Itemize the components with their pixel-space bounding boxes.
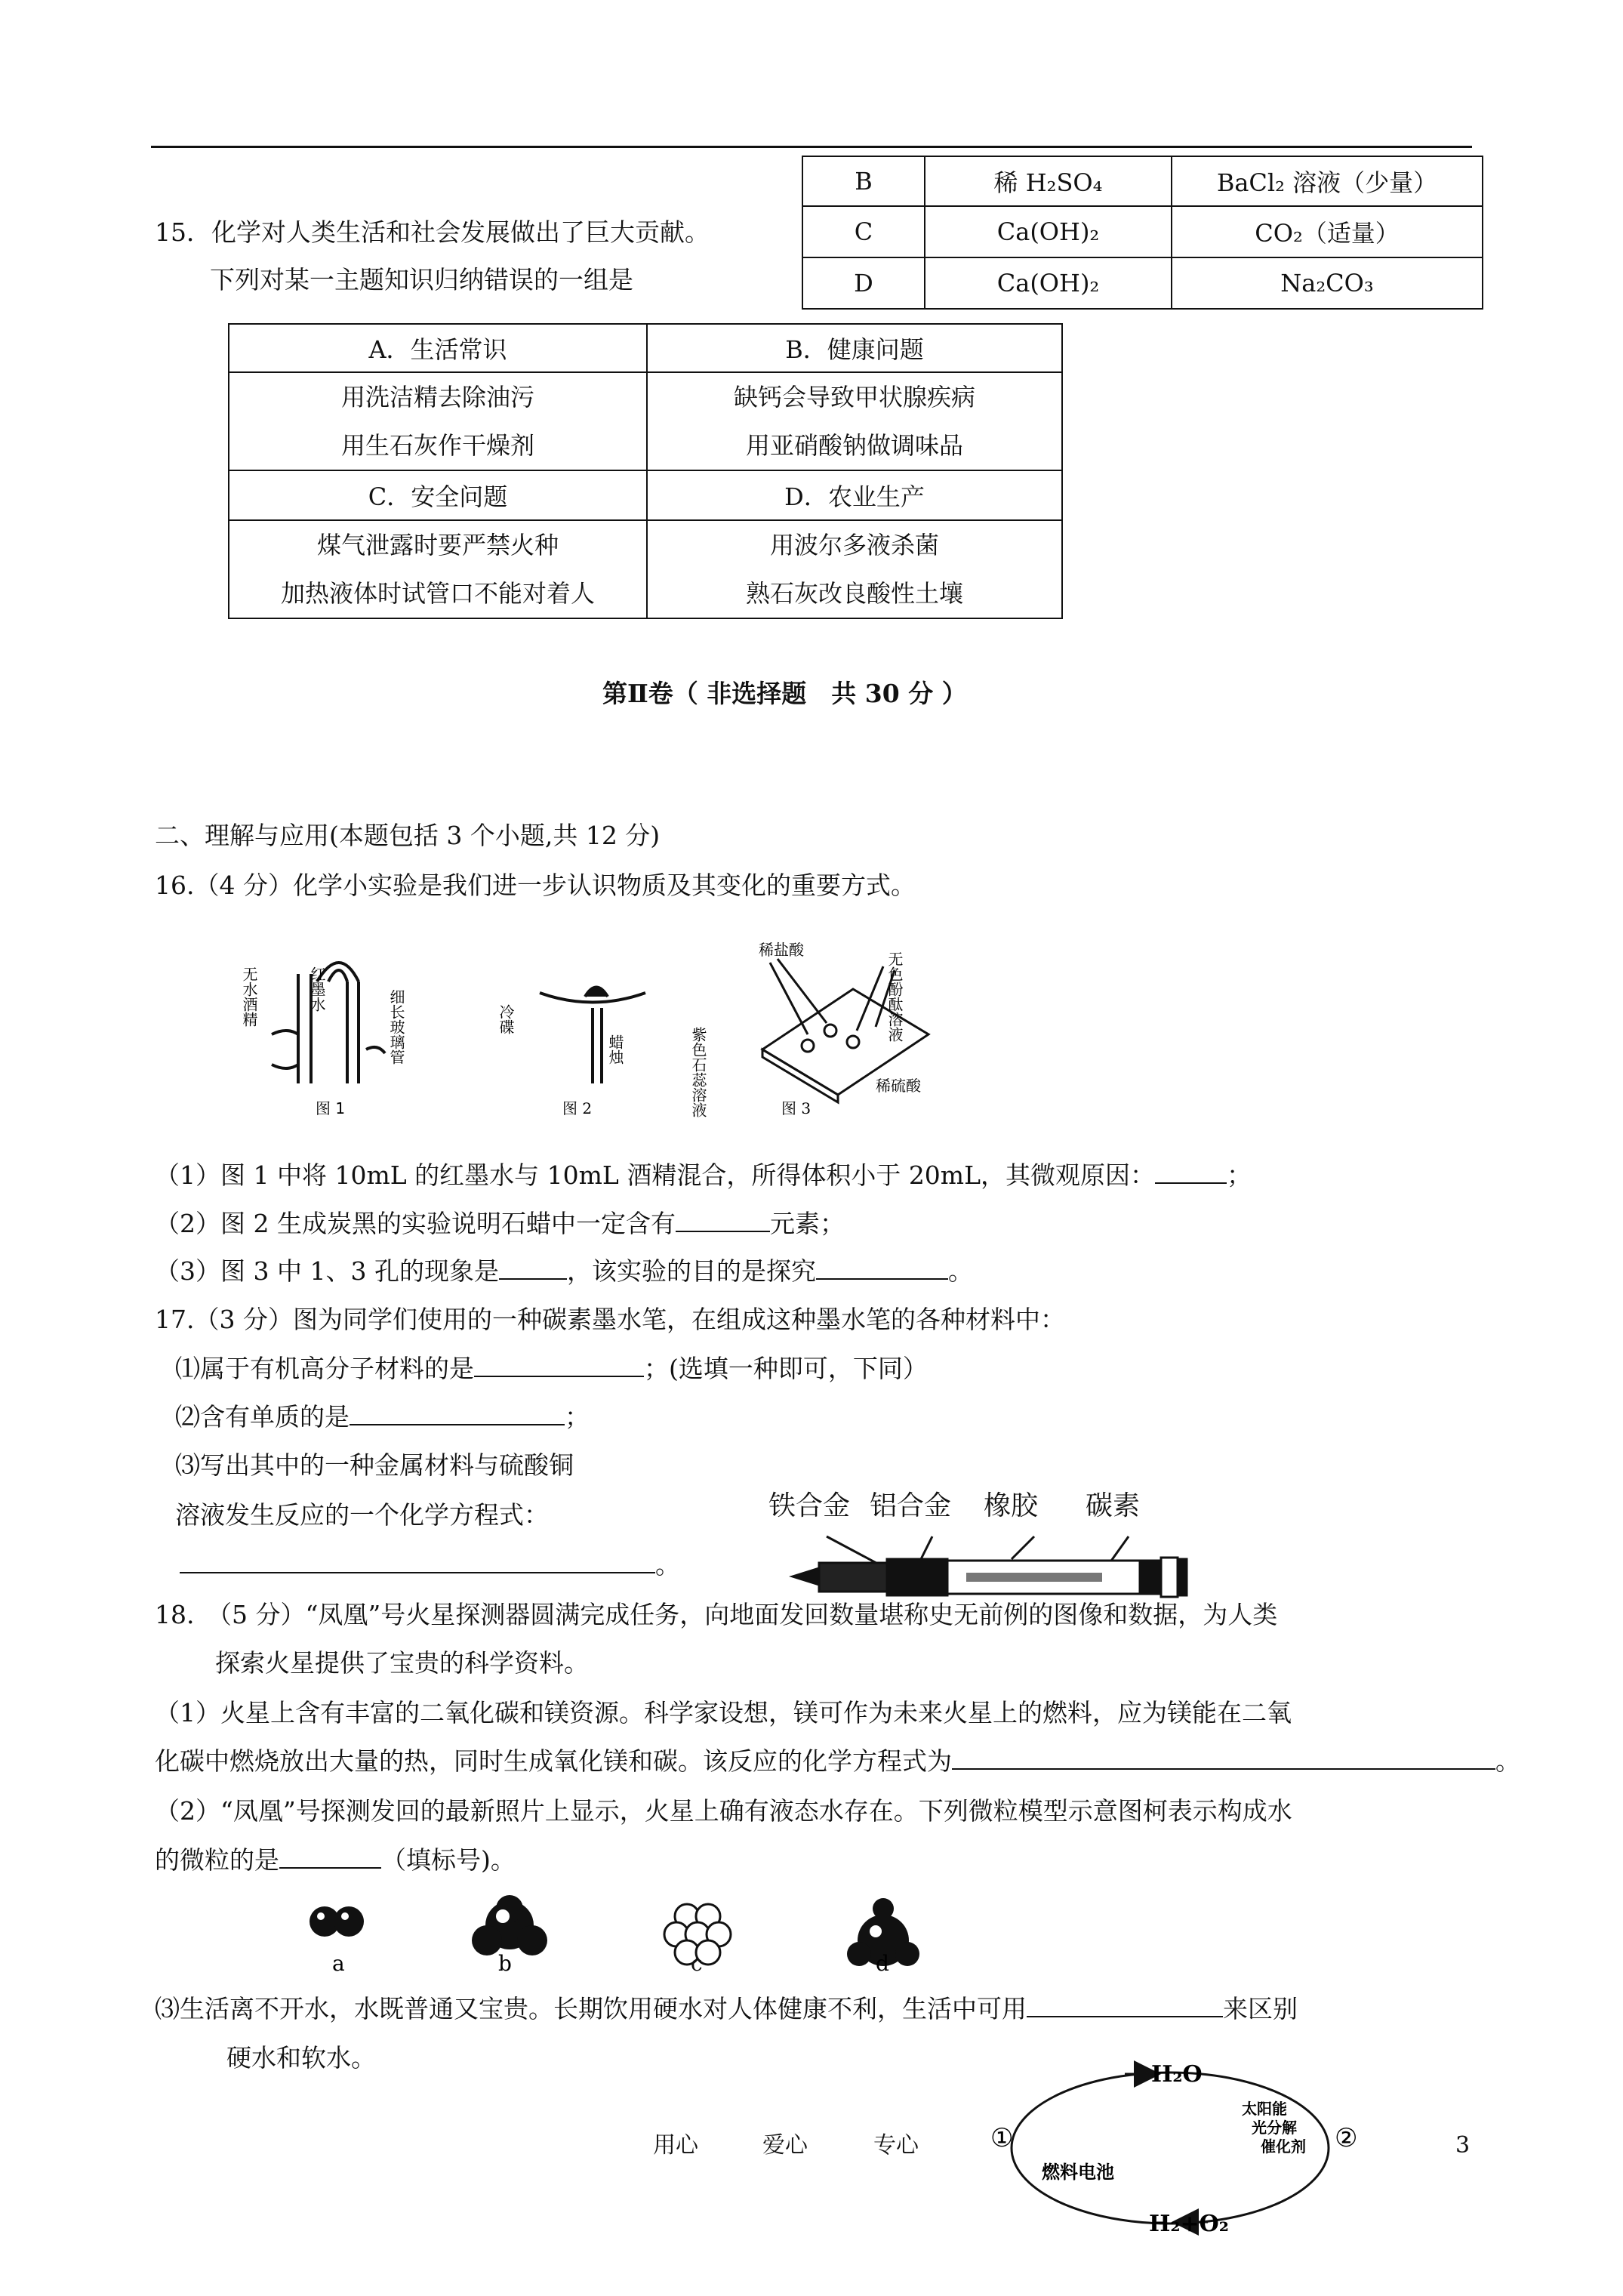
molecule-label-b: b — [498, 1951, 512, 1976]
fig1-label-2: 红墨水 — [308, 966, 326, 1012]
fig3-label-4: 稀硫酸 — [876, 1077, 921, 1095]
q15-table — [228, 323, 1063, 619]
q18-s1b-line — [155, 1746, 1520, 1778]
q15-d2: 熟石灰改良酸性土壤 — [745, 579, 963, 608]
molecule-label-c: c — [691, 1951, 703, 1976]
q17-s2-text: ⑵含有单质的是 — [175, 1402, 350, 1432]
q16-figure-1 — [226, 936, 445, 1117]
q16-s2-text: （2）图 2 生成炭黑的实验说明石蜡中一定含有 — [155, 1209, 676, 1238]
pen-label-carbon: 碳素 — [1086, 1490, 1141, 1521]
q16-s1-blank — [1155, 1160, 1227, 1184]
footer-word-1: 用心 — [653, 2132, 698, 2159]
q17-s3-blank — [180, 1549, 655, 1573]
q15-a1: 用洗洁精去除油污 — [340, 383, 534, 411]
q17-s1 — [175, 1353, 928, 1385]
q15-d-body — [647, 520, 1062, 618]
reagent-cell: 稀 H₂SO₄ — [925, 156, 1172, 206]
reagent-cell: Ca(OH)₂ — [925, 206, 1172, 257]
q16-s3-text-b: ，该实验的目的是探究 — [566, 1256, 816, 1286]
reagent-cell: CO₂（适量） — [1172, 206, 1483, 257]
cycle-right-label-3: 催化剂 — [1261, 2137, 1306, 2156]
molecule-label-d: d — [876, 1951, 889, 1976]
q16-figure-3 — [689, 936, 944, 1117]
q16-s3 — [155, 1256, 973, 1288]
q16-s2-blank — [676, 1208, 770, 1232]
q16-s2-end: 元素； — [769, 1209, 845, 1238]
fig2-caption: 图 2 — [562, 1099, 593, 1117]
cycle-right-number: ② — [1335, 2123, 1358, 2153]
q17-s3-end: 。 — [655, 1550, 680, 1579]
fig1-label-1: 无水酒精 — [240, 966, 258, 1027]
q17-s2-end: ； — [565, 1402, 590, 1432]
q16-s1-text: （1）图 1 中将 10mL 的红墨水与 10mL 酒精混合，所得体积小于 20mL，其微观原因： — [155, 1160, 1156, 1190]
q16-s2 — [155, 1208, 845, 1240]
q15-a2: 用生石灰作干燥剂 — [340, 431, 534, 460]
fig3-label-2: 无色酚酞溶液 — [885, 951, 904, 1042]
fig3-label-1: 稀盐酸 — [759, 941, 804, 959]
q15-a-body — [229, 372, 647, 470]
q17-intro: 17.（3 分）图为同学们使用的一种碳素墨水笔，在组成这种墨水笔的各种材料中： — [155, 1305, 1065, 1334]
q15-b-body — [647, 372, 1062, 470]
pen-label-rubber: 橡胶 — [984, 1490, 1039, 1521]
q17-s3-line — [180, 1549, 680, 1582]
q18-line1: 18. （5 分）“凤凰”号火星探测器圆满完成任务，向地面发回数量堪称史无前例的图像和数据，为人类 — [155, 1600, 1278, 1629]
molecule-a — [310, 1906, 364, 1976]
fig3-caption: 图 3 — [781, 1099, 812, 1117]
q18-s3-blank — [1027, 1993, 1223, 2017]
q16-s3-blank-2 — [816, 1256, 948, 1280]
reagent-cell: BaCl₂ 溶液（少量） — [1172, 156, 1483, 206]
molecule-c — [664, 1904, 731, 1976]
fig2-label-2: 蜡烛 — [606, 1034, 624, 1065]
q17-s1-text: ⑴属于有机高分子材料的是 — [175, 1354, 474, 1383]
q15-line1: 15．化学对人类生活和社会发展做出了巨大贡献。 — [155, 217, 710, 247]
q18-s3-line — [155, 1993, 1298, 2026]
q18-s2-end: （填标号)。 — [381, 1845, 516, 1875]
footer-word-2: 爱心 — [762, 2132, 808, 2159]
part2-heading: 二、理解与应用(本题包括 3 个小题,共 12 分) — [155, 821, 661, 850]
q15-c-head: C．安全问题 — [229, 470, 647, 520]
q17-s2-blank — [350, 1401, 565, 1425]
q17-s1-end: ；(选填一种即可，下同） — [644, 1354, 928, 1383]
row-label: B — [802, 156, 925, 206]
q15-d-head: D．农业生产 — [647, 470, 1062, 520]
molecule-d — [847, 1898, 919, 1976]
fig1-label-3: 细长玻璃管 — [387, 989, 405, 1065]
pen-label-aluminum-alloy: 铝合金 — [870, 1490, 952, 1521]
q18-s1b: 化碳中燃烧放出大量的热，同时生成氧化镁和碳。该反应的化学方程式为 — [155, 1746, 952, 1776]
reagent-cell: Na₂CO₃ — [1172, 257, 1483, 309]
molecule-label-a: a — [332, 1951, 345, 1976]
q18-s2a: （2）“凤凰”号探测发回的最新照片上显示，火星上确有液态水存在。下列微粒模型示意图柯表示构成水 — [155, 1796, 1292, 1826]
top-reagent-table — [802, 156, 1483, 310]
cycle-right-label-2: 光分解 — [1252, 2119, 1297, 2137]
cycle-right-label-1: 太阳能 — [1242, 2100, 1287, 2118]
q18-s1a: （1）火星上含有丰富的二氧化碳和镁资源。科学家设想，镁可作为未来火星上的燃料，应为镁能在二氧 — [155, 1698, 1292, 1727]
q15-c1: 煤气泄露时要严禁火种 — [316, 531, 559, 559]
q17-s2 — [175, 1401, 590, 1434]
q15-a-head: A．生活常识 — [229, 324, 647, 372]
q16-figure-2 — [494, 936, 668, 1117]
q16-s3-text-a: （3）图 3 中 1、3 孔的现象是 — [155, 1256, 499, 1286]
section2-title: 第Ⅱ卷（ 非选择题 共 30 分 ） — [602, 679, 967, 708]
header-rule — [151, 146, 1472, 148]
q17-s3a: ⑶写出其中的一种金属材料与硫酸铜 — [175, 1450, 574, 1480]
cycle-top-label: H₂O — [1151, 2061, 1203, 2088]
q15-c-body — [229, 520, 647, 618]
cycle-bottom-label: H₂+O₂ — [1149, 2211, 1229, 2237]
q15-line2: 下列对某一主题知识归纳错误的一组是 — [210, 265, 633, 294]
pen-label-iron-alloy: 铁合金 — [768, 1490, 851, 1521]
fig3-label-3: 紫色石蕊溶液 — [689, 1027, 707, 1117]
molecule-b — [472, 1895, 547, 1976]
cycle-left-number: ① — [990, 2123, 1014, 2153]
q15-d1: 用波尔多液杀菌 — [769, 531, 939, 559]
page-number: 3 — [1455, 2132, 1471, 2159]
q16-s3-end: 。 — [947, 1256, 973, 1286]
q18-s2b: 的微粒的是 — [155, 1845, 279, 1875]
q16-s1-end: ； — [1227, 1160, 1252, 1190]
row-label: D — [802, 257, 925, 309]
cycle-left-label: 燃料电池 — [1042, 2161, 1114, 2183]
footer-word-3: 专心 — [873, 2132, 919, 2159]
reagent-cell: Ca(OH)₂ — [925, 257, 1172, 309]
q16-intro: 16.（4 分）化学小实验是我们进一步认识物质及其变化的重要方式。 — [155, 871, 916, 900]
q18-s1-blank — [952, 1746, 1495, 1770]
q18-s2b-line — [155, 1845, 516, 1877]
q18-line2: 探索火星提供了宝贵的科学资料。 — [215, 1648, 589, 1678]
q15-b-head: B．健康问题 — [647, 324, 1062, 372]
molecule-models — [294, 1895, 1012, 1986]
q18-s3-end: 来区别 — [1223, 1994, 1298, 2023]
q18-s3b: 硬水和软水。 — [226, 2043, 376, 2073]
q16-s1 — [155, 1160, 1252, 1192]
water-cycle-diagram — [981, 2057, 1359, 2239]
q18-s3a: ⑶生活离不开水，水既普通又宝贵。长期饮用硬水对人体健康不利，生活中可用 — [155, 1994, 1027, 2023]
q15-c2: 加热液体时试管口不能对着人 — [280, 579, 595, 608]
q17-s3b: 溶液发生反应的一个化学方程式： — [175, 1500, 549, 1530]
q18-s1-end: 。 — [1495, 1746, 1520, 1776]
q16-s3-blank-1 — [499, 1256, 567, 1280]
row-label: C — [802, 206, 925, 257]
fig2-label-1: 冷碟 — [497, 1004, 515, 1034]
fig1-caption: 图 1 — [316, 1099, 346, 1117]
q18-s2-blank — [279, 1845, 381, 1869]
q15-b1: 缺钙会导致甲状腺疾病 — [733, 383, 975, 411]
q15-b2: 用亚硝酸钠做调味品 — [745, 431, 963, 460]
q17-s1-blank — [474, 1353, 644, 1377]
